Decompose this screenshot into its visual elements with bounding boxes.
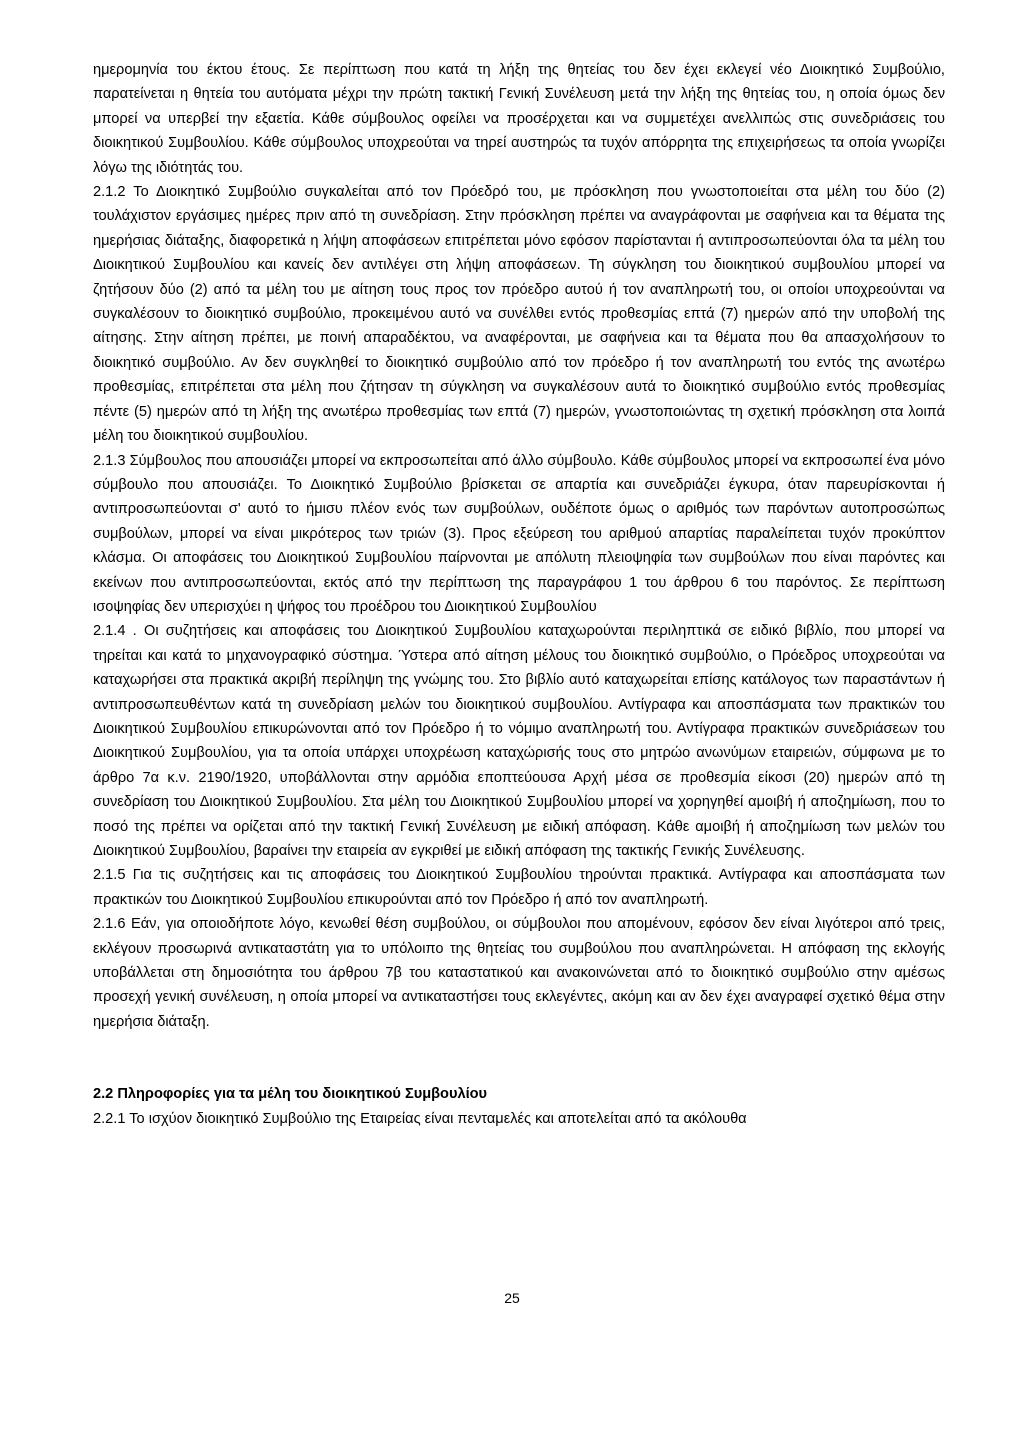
section-spacer — [93, 1034, 945, 1082]
paragraph-2-1-3: 2.1.3 Σύμβουλος που απουσιάζει μπορεί να εκπροσωπείται από άλλο σύμβουλο. Κάθε σύμβουλος μπορεί να εκπροσωπεί ένα μόνο σύμβουλο που απουσιάζει. Το Διοικητικό Συμβούλιο βρίσκεται σε απαρτία και συνεδριάζει έγκυρα, όταν παρευρίσκονται ή αντιπροσωπεύονται σ' αυτό το ήμισυ πλέον ενός των συμβούλων, ουδέποτε όμως ο αριθμός των παρόντων αυτοπροσώπως συμβούλων, μπορεί να είναι μικρότερος των τριών (3). Προς εξεύρεση του αριθμού απαρτίας παραλείπεται τυχόν προκύπτον κλάσμα. Οι αποφάσεις του Διοικητικού Συμβουλίου παίρνονται με απόλυτη πλειοψηφία των συμβούλων που είναι παρόντες και εκείνων που αντιπροσωπεύονται, εκτός από την περίπτωση της παραγράφου 1 του άρθρου 6 του παρόντος. Σε περίπτωση ισοψηφίας δεν υπερισχύει η ψήφος του προέδρου του Διοικητικού Συμβουλίου — [93, 452, 945, 615]
paragraph-term-continuation: ημερομηνία του έκτου έτους. Σε περίπτωση που κατά τη λήξη της θητείας του δεν έχει εκλεγεί νέο Διοικητικό Συμβούλιο, παρατείνεται η θητεία του αυτόματα μέχρι την πρώτη τακτική Γενική Συνέλευση μετά την λήξη της θητείας του, η οποία όμως δεν μπορεί να υπερβεί την εξαετία. Κάθε σύμβουλος οφείλει να προσέρχεται και να συμμετέχει ανελλιπώς στις συνεδριάσεις του διοικητικού Συμβουλίου. Κάθε σύμβουλος υποχρεούται να τηρεί αυστηρώς τα τυχόν απόρρητα της επιχειρήσεως τα οποία γνωρίζει λόγω της ιδιότητάς του. — [93, 62, 945, 176]
page-number: 25 — [504, 1290, 520, 1306]
paragraph-2-2-1: 2.2.1 Το ισχύον διοικητικό Συμβούλιο της Εταιρείας είναι πενταμελές και αποτελείται από τα ακόλουθα — [93, 1110, 747, 1127]
document-body — [93, 58, 945, 1131]
paragraph-2-1-6: 2.1.6 Εάν, για οποιοδήποτε λόγο, κενωθεί θέση συμβούλου, οι σύμβουλοι που απομένουν, εφόσον δεν είναι λιγότεροι από τρεις, εκλέγουν προσωρινά αντικαταστάτη για το υπόλοιπο της θητείας του συμβούλου που αναπληρώνεται. Η απόφαση της εκλογής υποβάλλεται στη δημοσιότητα του άρθρου 7β του καταστατικού και ανακοινώνεται από το διοικητικό συμβούλιο στην αμέσως προσεχή γενική συνέλευση, η οποία μπορεί να αντικαταστήσει τους εκλεγέντες, ακόμη και αν δεν έχει αναγραφεί σχετικό θέμα στην ημερήσια διάταξη. — [93, 916, 945, 1030]
paragraph-2-1-4: 2.1.4 . Οι συζητήσεις και αποφάσεις του Διοικητικού Συμβουλίου καταχωρούνται περιληπτικά σε ειδικό βιβλίο, που μπορεί να τηρείται και κατά το μηχανογραφικό σύστημα. Ύστερα από αίτηση μέλους του διοικητικό συμβούλιο, ο Πρόεδρος υποχρεούται να καταχωρήσει στα πρακτικά ακριβή περίληψη της γνώμης του. Στο βιβλίο αυτό καταχωρείται επίσης κατάλογος των παραστάντων ή αντιπροσωπευθέντων κατά τη συνεδρίαση μελών του διοικητικού συμβουλίου. Αντίγραφα και αποσπάσματα των πρακτικών του Διοικητικού Συμβουλίου επικυρώνονται από τον Πρόεδρο ή το νόμιμο αναπληρωτή του. Αντίγραφα πρακτικών συνεδριάσεων του Διοικητικού Συμβουλίου, για τα οποία υπάρχει υποχρέωση καταχώρισής τους στο μητρώο ανωνύμων εταιρειών, σύμφωνα με το άρθρο 7α κ.ν. 2190/1920, υποβάλλονται στην αρμόδια εποπτεύουσα Αρχή μέσα σε προθεσμία είκοσι (20) ημερών από τη συνεδρίαση του Διοικητικού Συμβουλίου. Στα μέλη του Διοικητικού Συμβουλίου μπορεί να χορηγηθεί αμοιβή ή αποζημίωση, που το ποσό της πρέπει να ορίζεται από την τακτική Γενική Συνέλευση με ειδική απόφαση. Κάθε αμοιβή ή αποζημίωση των μελών του Διοικητικού Συμβουλίου, βαραίνει την εταιρεία αν εγκριθεί με ειδική απόφαση της τακτικής Γενικής Συνέλευσης. — [93, 623, 945, 859]
section-heading-2-2: 2.2 Πληροφορίες για τα μέλη του διοικητικού Συμβουλίου — [93, 1086, 488, 1103]
paragraph-2-1-5: 2.1.5 Για τις συζητήσεις και τις αποφάσεις του Διοικητικού Συμβουλίου τηρούνται πρακτικά. Αντίγραφα και αποσπάσματα των πρακτικών του Διοικητικού Συμβουλίου επικυρούνται από τον Πρόεδρο ή από τον αναπληρωτή. — [93, 867, 945, 908]
paragraph-2-1-2: 2.1.2 Το Διοικητικό Συμβούλιο συγκαλείται από τον Πρόεδρό του, με πρόσκληση που γνωστοποιείται στα μέλη του δύο (2) τουλάχιστον εργάσιμες ημέρες πριν από τη συνεδρίαση. Στην πρόσκληση πρέπει να αναγράφονται με σαφήνεια και τα θέματα της ημερήσιας διάταξης, διαφορετικά η λήψη αποφάσεων επιτρέπεται μόνο εφόσον παρίστανται ή αντιπροσωπεύονται όλα τα μέλη του Διοικητικού Συμβουλίου και κανείς δεν αντιλέγει στη λήψη αποφάσεων. Τη σύγκληση του διοικητικού συμβουλίου μπορεί να ζητήσουν δύο (2) από τα μέλη του με αίτηση τους προς τον πρόεδρο αυτού ή τον αναπληρωτή του, οι οποίοι υποχρεούνται να συγκαλέσουν το διοικητικό συμβούλιο, προκειμένου αυτό να συνέλθει εντός προθεσμίας επτά (7) ημερών από την υποβολή της αίτησης. Στην αίτηση πρέπει, με ποινή απαραδέκτου, να αναφέρονται, με σαφήνεια και τα θέματα που θα απασχολήσουν το διοικητικό συμβούλιο. Αν δεν συγκληθεί το διοικητικό συμβούλιο από τον πρόεδρο ή τον αναπληρωτή του εντός της ανωτέρω προθεσμίας, επιτρέπεται στα μέλη που ζήτησαν τη σύγκληση να συγκαλέσουν αυτά το διοικητικό συμβούλιο εντός προθεσμίας πέντε (5) ημερών από τη λήξη της ανωτέρω προθεσμίας των επτά (7) ημερών, γνωστοποιώντας τη σχετική πρόσκληση στα λοιπά μέλη του διοικητικού συμβουλίου. — [93, 184, 945, 445]
